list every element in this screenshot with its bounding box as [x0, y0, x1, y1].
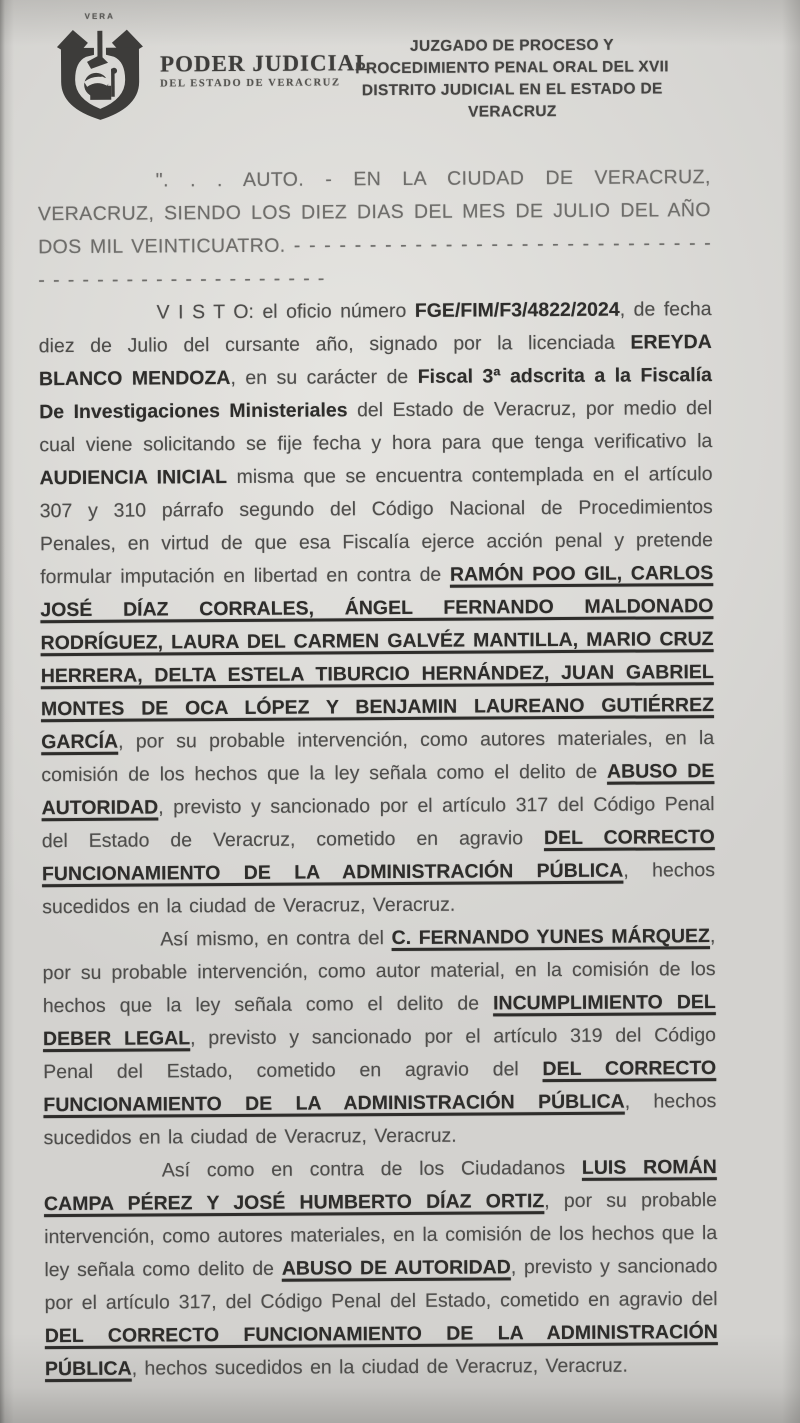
- paragraph: [38, 293, 715, 924]
- text-segment: DEL CORRECTO FUNCIONAMIENTO DE LA ADMINISTRACIÓN PÚBLICA: [44, 1321, 718, 1381]
- text-segment: , en su carácter de: [230, 365, 418, 390]
- text-segment: FGE/FIM/F3/4822/2024: [414, 298, 620, 322]
- court-title-line: DISTRITO JUDICIAL EN EL ESTADO DE: [361, 80, 663, 100]
- text-segment: , por su probable intervención, como autores materiales, en la comisión de los hechos que la ley señala como delito de: [44, 1189, 718, 1282]
- text-segment: C. FERNANDO YUNES MÁRQUEZ: [391, 925, 711, 950]
- document-body: [38, 161, 718, 1386]
- paragraph: [38, 161, 712, 297]
- text-segment: , previsto y sancionado por el artículo 317 del Código Penal del Estado de Veracruz, cometido en agravio: [41, 793, 715, 853]
- org-subtitle: DEL ESTADO DE VERACRUZ: [160, 77, 341, 90]
- text-segment: Así mismo, en contra del: [160, 927, 392, 951]
- judicial-shield-icon: [48, 22, 153, 123]
- text-segment: DEL CORRECTO FUNCIONAMIENTO DE LA ADMINISTRACIÓN PÚBLICA: [41, 826, 715, 886]
- text-segment: LUIS ROMÁN CAMPA PÉREZ Y JOSÉ HUMBERTO DÍAZ ORTIZ: [43, 1156, 717, 1216]
- text-segment: misma que se encuentra contemplada en el artículo 307 y 310 párrafo segundo del Código Nacional de Procedimientos Penales, en virtud de que esa Fiscalía ejerce acción penal y pretende formular imputación en libertad en contra de: [39, 463, 714, 589]
- text-segment: AUDIENCIA INICIAL: [39, 466, 228, 490]
- text-segment: V I S T O: el oficio número: [156, 299, 415, 324]
- text-segment: , hechos sucedidos en la ciudad de Veracruz, Veracruz.: [131, 1354, 628, 1380]
- text-segment: , hechos sucedidos en la ciudad de Veracruz, Veracruz.: [42, 859, 716, 919]
- text-segment: Así como en contra de los Ciudadanos: [161, 1156, 582, 1182]
- text-segment: , hechos sucedidos en la ciudad de Veracruz, Veracruz.: [43, 1090, 717, 1150]
- court-title-line: VERACRUZ: [468, 103, 557, 121]
- text-segment: , previsto y sancionado por el artículo 317, del Código Penal del Estado, cometido en agravio del: [44, 1255, 718, 1315]
- text-segment: , por su probable intervención, como autores materiales, en la comisión de los hechos que la ley señala como el delito de: [41, 727, 715, 787]
- text-segment: del Estado de Veracruz, por medio del cual viene solicitando se fije fecha y hora para que tenga verificativo la: [39, 397, 713, 457]
- text-segment: , previsto y sancionado por el artículo 319 del Código Penal del Estado, cometido en agravio del: [43, 1024, 717, 1084]
- text-segment: , de fecha diez de Julio del cursante año, signado por la licenciada: [38, 298, 712, 358]
- text-segment: ABUSO DE AUTORIDAD: [41, 760, 715, 820]
- text-segment: ABUSO DE AUTORIDAD: [281, 1256, 511, 1280]
- text-segment: EREYDA BLANCO MENDOZA: [38, 331, 712, 391]
- text-segment: ". . . AUTO. - EN LA CIUDAD DE VERACRUZ, VERACRUZ, SIENDO LOS DIEZ DIAS DEL MES DE JULIO DEL AÑO DOS MIL VEINTICUATRO.: [37, 166, 712, 259]
- judicial-branding: [48, 10, 372, 122]
- court-title-line: JUZGADO DE PROCESO Y: [409, 36, 614, 55]
- text-segment: DEL CORRECTO FUNCIONAMIENTO DE LA ADMINISTRACIÓN PÚBLICA: [43, 1057, 717, 1117]
- org-name: PODER JUDICIAL: [159, 50, 372, 77]
- text-segment: , por su probable intervención, como autor material, en la comisión de los hechos que la ley señala como el delito de: [42, 925, 716, 1018]
- paragraph: [44, 1151, 718, 1386]
- text-segment: Fiscal 3ª adscrita a la Fiscalía De Investigaciones Ministeriales: [39, 364, 713, 424]
- court-title: [326, 34, 699, 124]
- seal-wrap: [48, 12, 153, 123]
- text-segment: - - - - - - - - - - - - - - - - - - - - - - - - - - - - - - - - - - - - - - - - - - - - - - - -: [38, 232, 712, 292]
- paragraph: [42, 920, 716, 1155]
- seal-caption: VERA: [84, 11, 115, 21]
- text-segment: RAMÓN POO GIL, CARLOS JOSÉ DÍAZ CORRALES, ÁNGEL FERNANDO MALDONADO RODRÍGUEZ, LAURA DEL CARMEN GALVÉZ MANTILLA, MARIO CRUZ HERRERA, DELTA ESTELA TIBURCIO HERNÁNDEZ, JUAN GABRIEL MONTES DE OCA LÓPEZ Y BENJAMIN LAUREANO GUTIÉRREZ GARCÍA: [40, 562, 715, 754]
- text-segment: INCUMPLIMIENTO DEL DEBER LEGAL: [42, 991, 716, 1051]
- court-title-line: PROCEDIMIENTO PENAL ORAL DEL XVII: [355, 58, 669, 78]
